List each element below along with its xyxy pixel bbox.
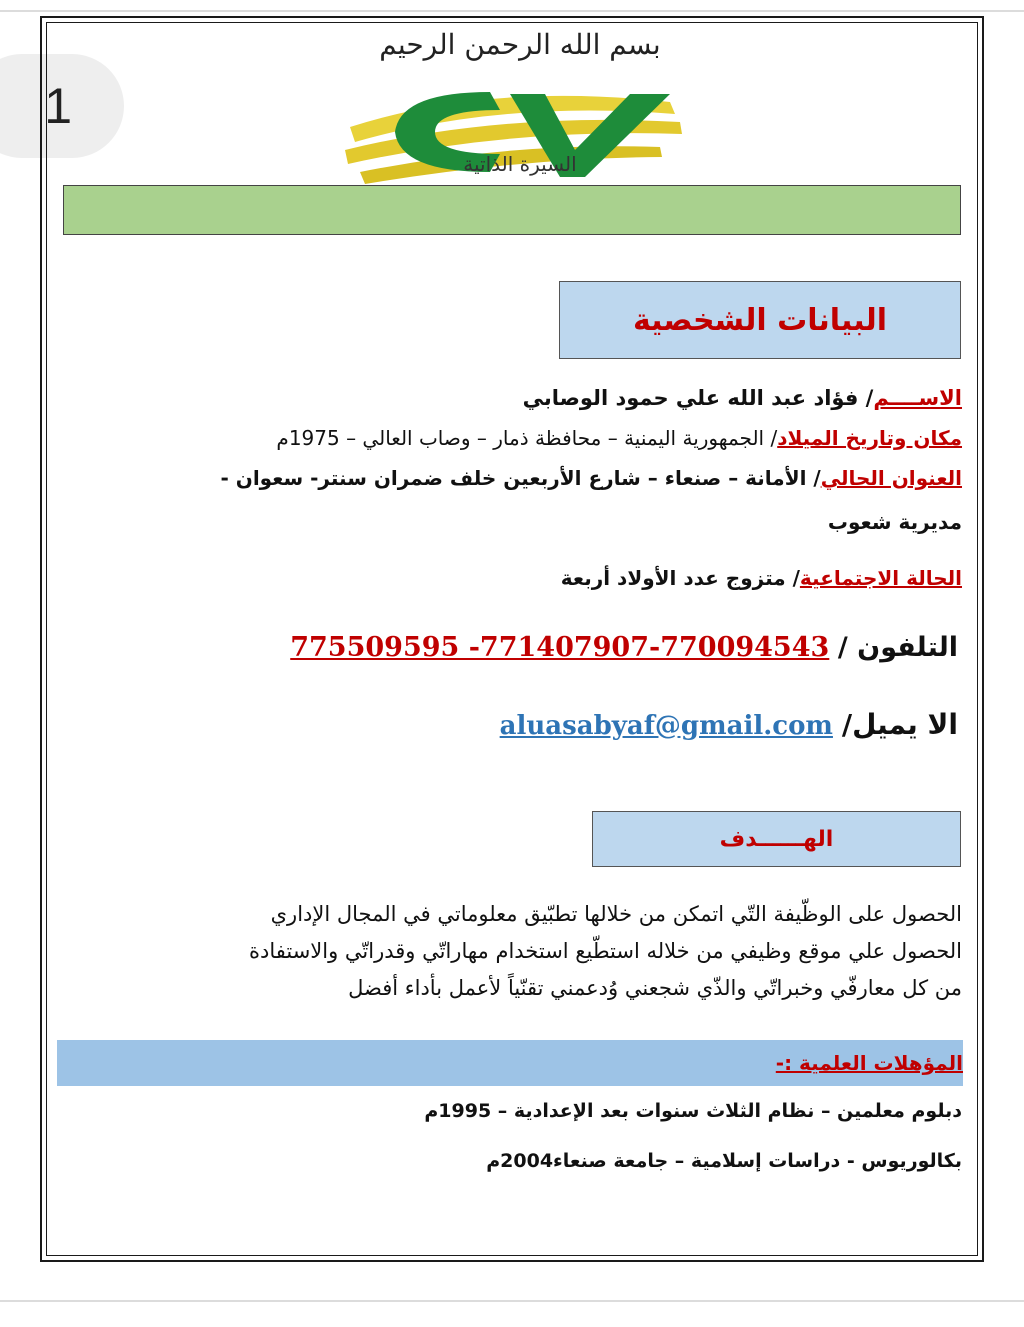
top-divider xyxy=(0,10,1024,12)
bottom-divider xyxy=(0,1300,1024,1302)
address-row xyxy=(220,466,962,490)
marital-status-value: / متزوج عدد الأولاد أربعة xyxy=(560,566,800,590)
birth-row xyxy=(276,426,962,450)
marital-status-label: الحالة الاجتماعية xyxy=(799,566,962,590)
page-number: 1 xyxy=(44,78,72,134)
personal-data-title: البيانات الشخصية xyxy=(632,302,888,338)
address-row-continued: مديرية شعوب xyxy=(827,510,962,534)
name-value: / فؤاد عبد الله علي حمود الوصابي xyxy=(522,386,874,410)
qualification-item-bachelor: بكالوريوس - دراسات إسلامية – جامعة صنعاء2004م xyxy=(486,1150,962,1172)
goal-heading xyxy=(592,811,961,867)
email-link[interactable]: aluasabyaf@gmail.com xyxy=(499,711,833,741)
goal-title: الهــــــدف xyxy=(719,826,834,852)
name-label: الاســــم xyxy=(873,386,962,410)
cv-caption: السيرة الذاتية xyxy=(463,152,577,176)
goal-paragraph xyxy=(112,896,962,1007)
qualification-item-diploma: دبلوم معلمين – نظام الثلاث سنوات بعد الإعدادية – 1995م xyxy=(424,1100,962,1122)
birth-value: / الجمهورية اليمنية – محافظة ذمار – وصاب العالي – 1975م xyxy=(276,426,778,450)
green-banner xyxy=(63,185,961,235)
goal-line-1: الحصول على الوظّيفة التّي اتمكن من خلالها تطبّيق معلوماتي في المجال الإداري xyxy=(270,902,962,926)
address-value: / الأمانة – صنعاء – شارع الأربعين خلف ضمران سنتر- سعوان - xyxy=(220,466,821,490)
phone-label: التلفون / xyxy=(837,632,958,663)
name-row xyxy=(523,386,962,410)
phone-row xyxy=(290,632,958,663)
birth-label: مكان وتاريخ الميلاد xyxy=(777,426,962,450)
goal-line-3: من كل معارفّي وخبراتّي والذّي شجعني وُدعمني تقنّياً لأعمل بأداء أفضل xyxy=(348,976,962,1000)
personal-data-heading xyxy=(559,281,961,359)
qualifications-title: المؤهلات العلمية :- xyxy=(775,1051,963,1075)
marital-status-row xyxy=(561,566,962,590)
qualifications-heading xyxy=(57,1040,963,1086)
goal-line-2: الحصول علي موقع وظيفي من خلاله استطّيع استخدام مهاراتّي وقدراتّي والاستفادة xyxy=(248,939,962,963)
address-label: العنوان الحالي xyxy=(820,466,962,490)
phone-value[interactable]: 775509595 -771407907-770094543 xyxy=(290,632,830,663)
email-label: الا يميل/ xyxy=(841,708,958,741)
email-row xyxy=(476,708,958,741)
basmala-text: بسم الله الرحمن الرحيم xyxy=(379,28,661,61)
